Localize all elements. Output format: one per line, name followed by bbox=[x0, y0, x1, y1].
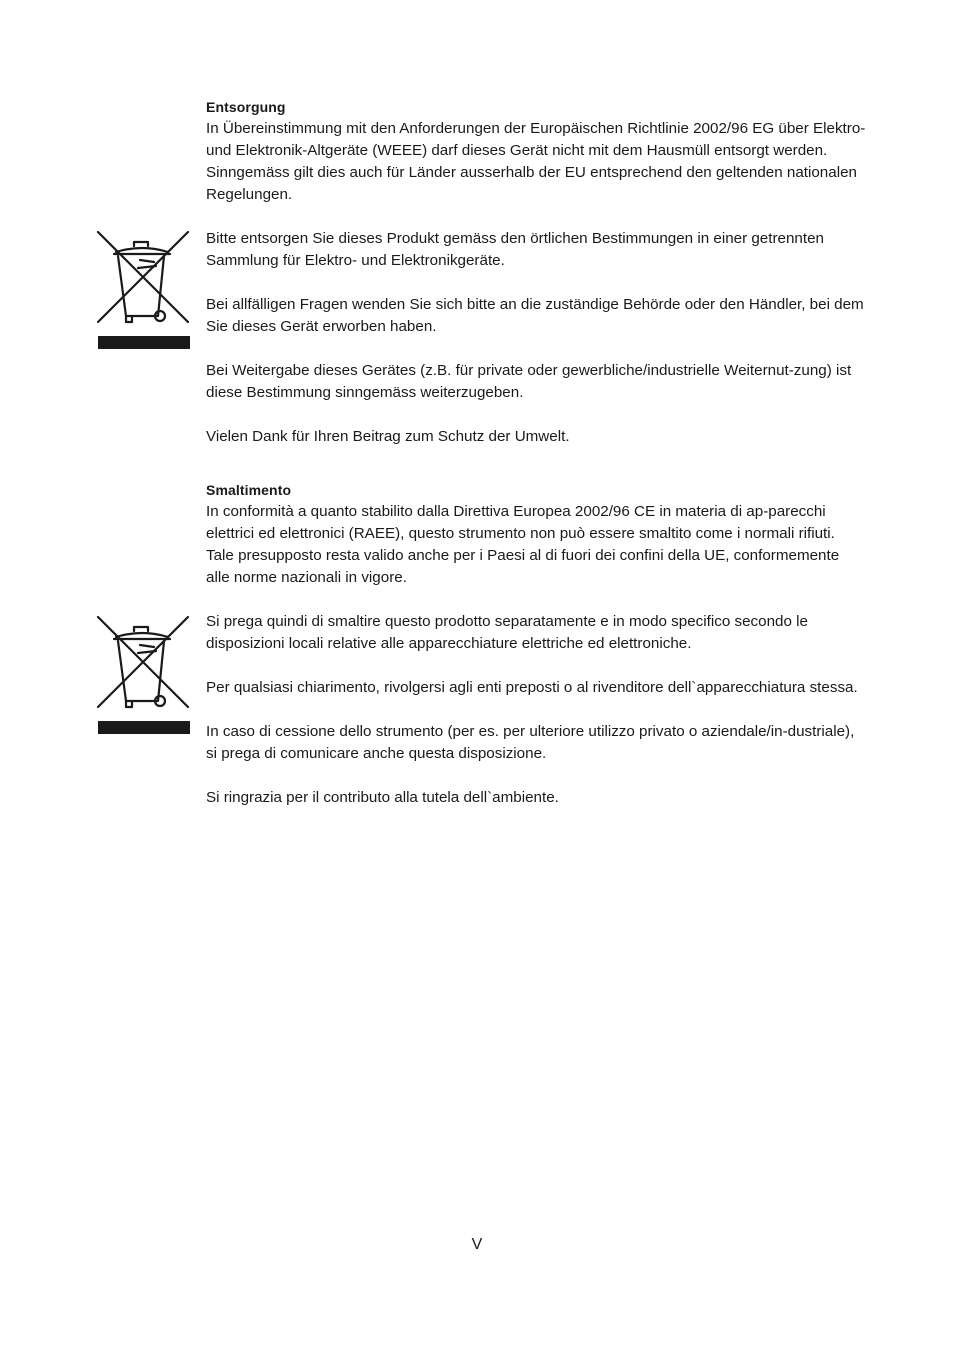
paragraph: Bei allfälligen Fragen wenden Sie sich bitte an die zuständige Behörde oder den Händler, bei dem Sie dieses Gerät erworben haben. bbox=[206, 296, 864, 335]
paragraph: Vielen Dank für Ihren Beitrag zum Schutz der Umwelt. bbox=[206, 428, 570, 445]
page-number: V bbox=[471, 1236, 483, 1253]
crossed-out-wheelie-bin-icon bbox=[96, 615, 191, 735]
paragraph: Bitte entsorgen Sie dieses Produkt gemäss den örtlichen Bestimmungen in einer getrennten Sammlung für Elektro- und Elektronikgeräte. bbox=[206, 230, 824, 269]
paragraph: In conformità a quanto stabilito dalla Direttiva Europea 2002/96 CE in materia di ap-parecchi elettrici ed elettronici (RAEE), questo strumento non può essere smaltito come i normali rifiuti. Tale presupposto resta valido anche per i Paesi al di fuori dei confini della UE, conformemente alle norme nazionali in vigore. bbox=[206, 503, 840, 586]
paragraph: In Übereinstimmung mit den Anforderungen der Europäischen Richtlinie 2002/96 EG über Elektro- und Elektronik-Altgeräte (WEEE) darf dieses Gerät nicht mit dem Hausmüll entsorgt werden. Sinngemäss gilt dies auch für Länder ausserhalb der EU entsprechend den geltenden nationalen Regelungen. bbox=[206, 120, 866, 203]
paragraph: Bei Weitergabe dieses Gerätes (z.B. für private oder gewerbliche/industrielle Weiternut-zung) ist diese Bestimmung sinngemäss weiterzugeben. bbox=[206, 362, 852, 401]
paragraph: Si prega quindi di smaltire questo prodotto separatamente e in modo specifico secondo le disposizioni locali relative alle apparecchiature elettriche ed elettroniche. bbox=[206, 613, 808, 652]
section-smaltimento bbox=[206, 479, 866, 809]
paragraph: In caso di cessione dello strumento (per es. per ulteriore utilizzo privato o aziendale/in-dustriale), si prega di comunicare anche questa disposizione. bbox=[206, 723, 855, 762]
paragraph: Per qualsiasi chiarimento, rivolgersi agli enti preposti o al rivenditore dell`apparecchiatura stessa. bbox=[206, 679, 858, 696]
paragraph: Si ringrazia per il contributo alla tutela dell`ambiente. bbox=[206, 789, 559, 806]
section-entsorgung bbox=[206, 96, 866, 448]
section-heading: Smaltimento bbox=[206, 482, 292, 498]
section-heading: Entsorgung bbox=[206, 99, 286, 115]
crossed-out-wheelie-bin-icon bbox=[96, 230, 191, 350]
